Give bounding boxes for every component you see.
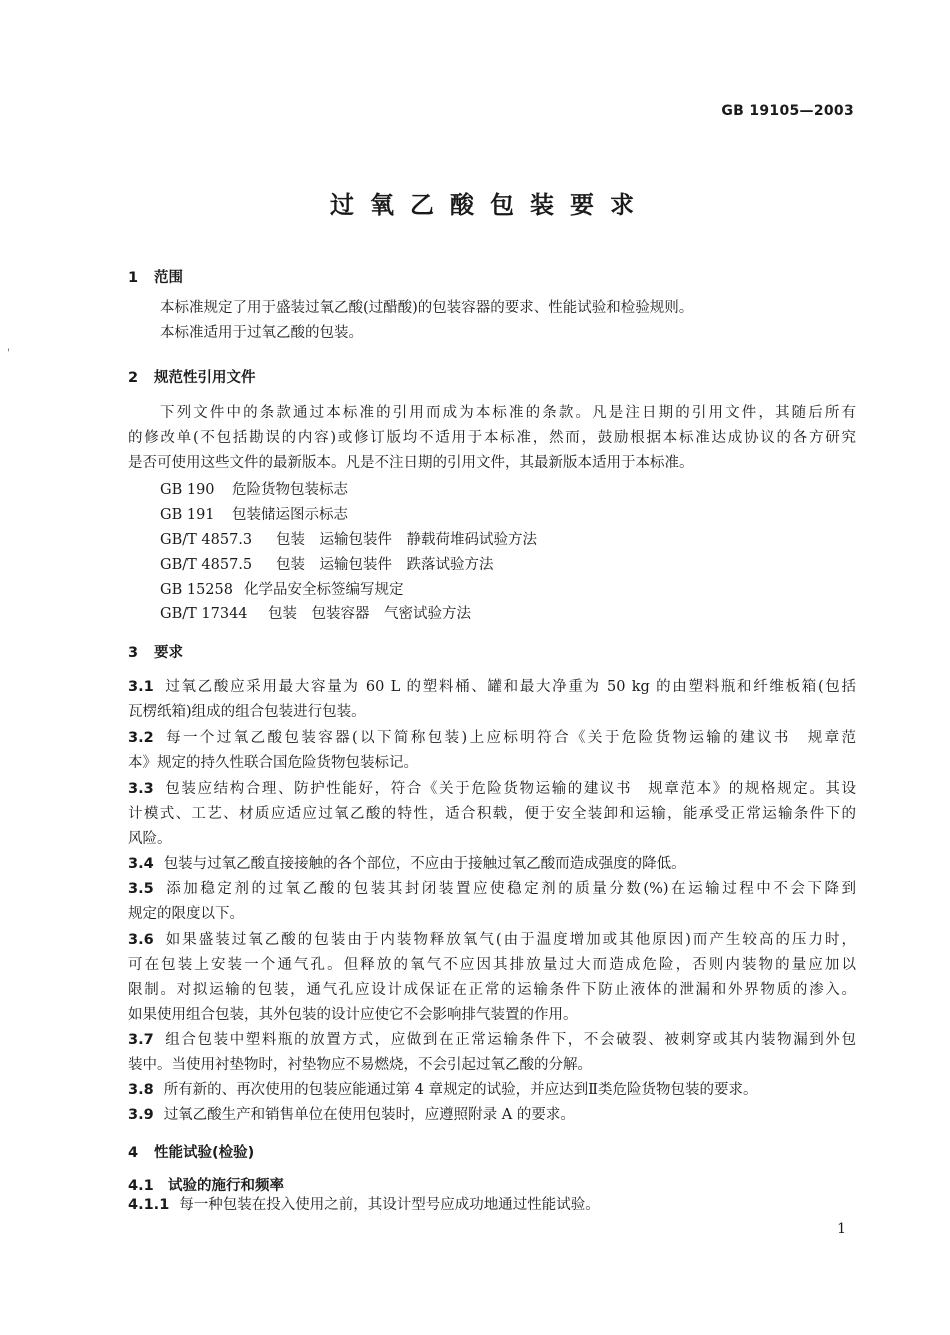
reference-code: GB 191 [160, 507, 215, 523]
reference-code: GB/T 4857.5 [160, 557, 253, 573]
clause-text: 过氧乙酸生产和销售单位在使用包装时，应遵照附录 A 的要求。 [163, 1107, 575, 1123]
reference-item [160, 602, 471, 623]
clause-number: 3.6 [128, 932, 154, 948]
reference-code: GB/T 17344 [160, 606, 248, 622]
clause-number: 3.3 [128, 781, 154, 797]
subsection-title: 试验的施行和频率 [168, 1178, 284, 1194]
reference-item [160, 503, 348, 524]
clause-line [128, 729, 856, 747]
paragraph-line: 下列文件中的条款通过本标准的引用而成为本标准的条款。凡是注日期的引用文件，其随后所有 [160, 405, 856, 421]
clause-number: 3.2 [128, 730, 154, 746]
clause-line: 本》规定的持久性联合国危险货物包装标记。 [128, 755, 418, 771]
clause-text: 如果盛装过氧乙酸的包装由于内装物释放氧气(由于温度增加或其他原因)而产生较高的压力时， [163, 932, 856, 948]
reference-item [160, 578, 404, 599]
reference-code: GB/T 4857.3 [160, 532, 253, 548]
clause-number: 3.8 [128, 1082, 154, 1098]
clause-line [128, 678, 856, 696]
clause-line [128, 1031, 856, 1049]
subsection-heading [128, 1174, 284, 1195]
clause-line [128, 1106, 856, 1124]
section-2-heading [128, 366, 256, 387]
paragraph-line: 本标准规定了用于盛装过氧乙酸(过醋酸)的包装容器的要求、性能试验和检验规则。 [160, 300, 694, 316]
clause-text: 组合包装中塑料瓶的放置方式，应做到在正常运输条件下，不会破裂、被刺穿或其内装物漏到外包 [163, 1032, 856, 1048]
reference-item [160, 528, 537, 549]
section-title: 规范性引用文件 [154, 370, 256, 386]
section-1-heading [128, 266, 183, 287]
reference-code: GB 15258 [160, 582, 233, 598]
clause-text: 包装应结构合理、防护性能好，符合《关于危险货物运输的建议书 规章范本》的规格规定。其设 [163, 781, 856, 797]
clause-line: 如果使用组合包装，其外包装的设计应使它不会影响排气装置的作用。 [128, 1007, 578, 1023]
section-title: 性能试验(检验) [154, 1145, 255, 1161]
clause-number: 4.1.1 [128, 1197, 170, 1213]
clause-line [128, 1196, 856, 1214]
clause-line [128, 1081, 856, 1099]
clause-line: 风险。 [128, 831, 172, 847]
reference-code: GB 190 [160, 482, 215, 498]
reference-name: 包装储运图示标志 [232, 507, 348, 523]
clause-line: 瓦楞纸箱)组成的组合包装进行包装。 [128, 704, 366, 720]
clause-text: 过氧乙酸应采用最大容量为 60 L 的塑料桶、罐和最大净重为 50 kg 的由塑料瓶和纤维板箱(包括 [163, 679, 856, 695]
clause-line: 可在包装上安装一个通气孔。但释放的氧气不应因其排放量过大而造成危险，否则内装物的量应加以 [128, 957, 856, 973]
section-title: 要求 [154, 645, 183, 661]
clause-text: 每一种包装在投入使用之前，其设计型号应成功地通过性能试验。 [179, 1197, 600, 1213]
clause-number: 3.5 [128, 881, 154, 897]
clause-number: 3.9 [128, 1107, 154, 1123]
page-number: 1 [837, 1221, 846, 1237]
section-number: 2 [128, 370, 139, 386]
reference-name: 化学品安全标签编写规定 [244, 582, 404, 598]
clause-line [128, 880, 856, 898]
clause-line: 限制。对拟运输的包装，通气孔应设计成保证在正常的运输条件下防止液体的泄漏和外界物质的渗入。 [128, 982, 856, 998]
document-title: 过氧乙酸包装要求 [330, 191, 650, 219]
section-number: 4 [128, 1145, 139, 1161]
paragraph-line: 的修改单(不包括勘误的内容)或修订版均不适用于本标准，然而，鼓励根据本标准达成协议的各方研究 [128, 430, 856, 446]
clause-line [128, 855, 856, 873]
clause-text: 包装与过氧乙酸直接接触的各个部位，不应由于接触过氧乙酸而造成强度的降低。 [163, 856, 686, 872]
reference-item [160, 553, 494, 574]
clause-line [128, 931, 856, 949]
clause-text: 添加稳定剂的过氧乙酸的包装其封闭装置应使稳定剂的质量分数(%)在运输过程中不会下降到 [163, 881, 856, 897]
section-3-heading [128, 641, 183, 662]
clause-line: 装中。当使用衬垫物时，衬垫物应不易燃烧，不会引起过氧乙酸的分解。 [128, 1057, 592, 1073]
paragraph-line: 本标准适用于过氧乙酸的包装。 [160, 325, 363, 341]
section-title: 范围 [154, 270, 183, 286]
clause-number: 3.1 [128, 679, 154, 695]
reference-name: 危险货物包装标志 [232, 482, 348, 498]
reference-name: 包装 运输包装件 静载荷堆码试验方法 [276, 532, 537, 548]
clause-number: 3.7 [128, 1032, 154, 1048]
standard-number: GB 19105—2003 [721, 103, 854, 119]
clause-line [128, 780, 856, 798]
section-number: 3 [128, 645, 139, 661]
reference-item [160, 478, 348, 499]
clause-line: 规定的限度以下。 [128, 906, 244, 922]
scan-artifact: ' [7, 348, 10, 359]
reference-name: 包装 包装容器 气密试验方法 [268, 606, 471, 622]
clause-text: 所有新的、再次使用的包装应能通过第 4 章规定的试验，并应达到Ⅱ类危险货物包装的要求。 [163, 1082, 758, 1098]
section-number: 1 [128, 270, 139, 286]
clause-line: 计模式、工艺、材质应适应过氧乙酸的特性，适合积载，便于安全装卸和运输，能承受正常运输条件下的 [128, 806, 856, 822]
subsection-number: 4.1 [128, 1178, 154, 1194]
section-4-heading [128, 1141, 254, 1162]
clause-number: 3.4 [128, 856, 154, 872]
paragraph-line: 是否可使用这些文件的最新版本。凡是不注日期的引用文件，其最新版本适用于本标准。 [128, 455, 694, 471]
clause-text: 每一个过氧乙酸包装容器(以下简称包装)上应标明符合《关于危险货物运输的建议书 规章范 [163, 730, 856, 746]
reference-name: 包装 运输包装件 跌落试验方法 [276, 557, 494, 573]
